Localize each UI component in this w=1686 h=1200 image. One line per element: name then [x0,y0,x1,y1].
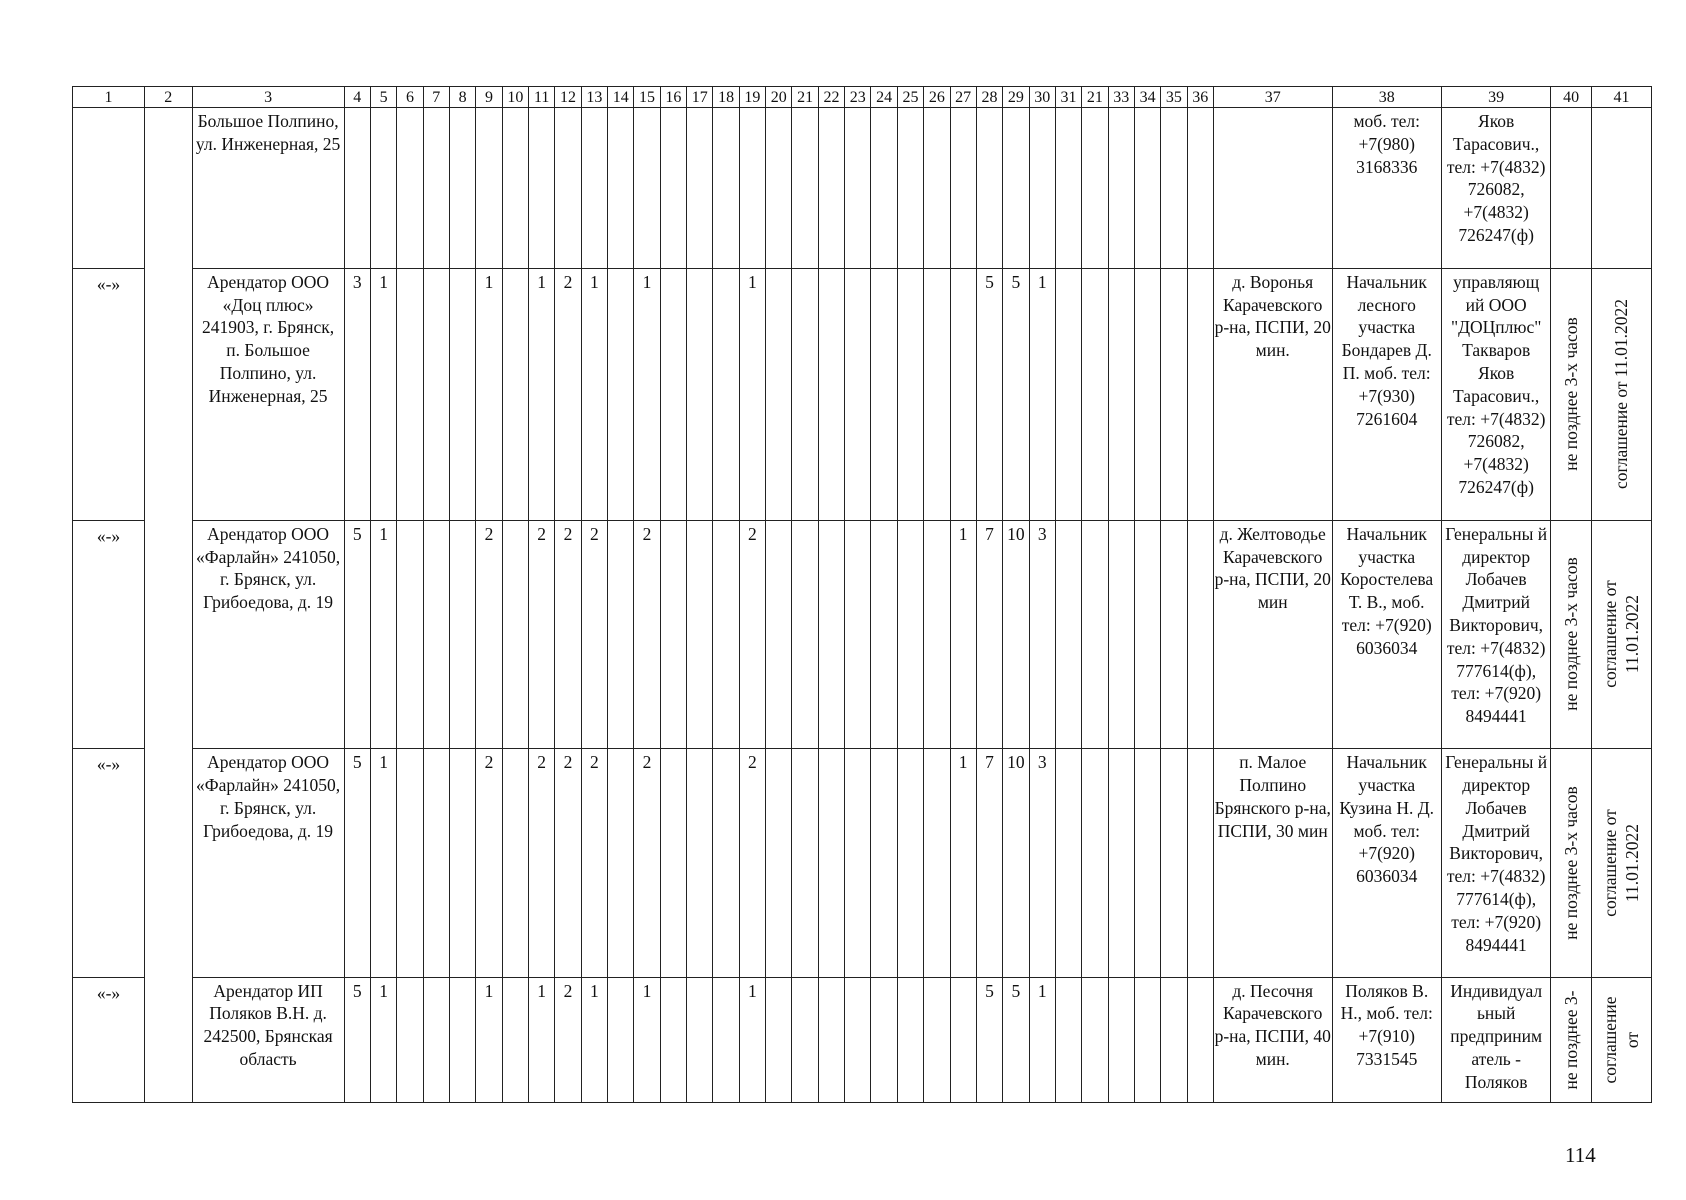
numeric-cell [1134,977,1160,1102]
numeric-cell [845,268,871,520]
location-cell: д. Воронья Карачевского р-на, ПСПИ, 20 мин. [1213,268,1332,520]
numeric-cell [897,977,923,1102]
numeric-cell [845,977,871,1102]
numeric-cell [660,520,686,748]
contact-cell: моб. тел: +7(980) 3168336 [1332,108,1441,269]
deadline-cell [1551,977,1592,1102]
numeric-cell: 1 [529,977,555,1102]
row-marker: «-» [73,977,145,1102]
numeric-cell [1108,749,1134,977]
numeric-cell: 1 [529,268,555,520]
numeric-cell: 3 [1029,749,1055,977]
agreement-cell [1591,520,1651,748]
row-marker: «-» [73,749,145,977]
numeric-cell [1055,520,1081,748]
deadline-cell [1551,108,1592,269]
agreement-text [1599,809,1643,917]
table-row [73,520,1652,748]
numeric-cell [818,977,844,1102]
numeric-cell: 1 [476,268,502,520]
numeric-cell [871,520,897,748]
deadline-text: не позднее 3-х часов [1561,786,1582,940]
column-number: 27 [950,87,976,108]
numeric-cell [845,749,871,977]
numeric-cell [1003,108,1029,269]
contact-cell: Начальник лесного участка Бондарев Д. П. моб. тел: +7(930) 7261604 [1332,268,1441,520]
column-number: 21 [1082,87,1108,108]
location-cell: д. Песочня Карачевского р-на, ПСПИ, 40 мин. [1213,977,1332,1102]
numeric-cell [792,977,818,1102]
numeric-cell: 1 [1029,977,1055,1102]
numeric-cell [1108,108,1134,269]
numeric-cell: 1 [581,977,607,1102]
numeric-cell [397,749,423,977]
director-cell: Генеральны й директор Лобачев Дмитрий Викторович, тел: +7(4832) 777614(ф), тел: +7(920) 8494441 [1441,520,1550,748]
numeric-cell [845,108,871,269]
numeric-cell [766,268,792,520]
numeric-cell [871,108,897,269]
numeric-cell [1187,268,1213,520]
numeric-cell [1187,520,1213,748]
agreement-text-line: 11.01.2022 [1622,595,1643,674]
column-number: 3 [192,87,344,108]
numeric-cell [397,108,423,269]
numeric-cell: 1 [950,749,976,977]
numeric-cell [687,108,713,269]
numeric-cell [713,749,739,977]
deadline-text: не позднее 3-х часов [1561,557,1582,712]
column-number: 12 [555,87,581,108]
agreement-text-line: от [1622,1031,1643,1048]
numeric-cell [634,108,660,269]
numeric-cell: 2 [555,520,581,748]
numeric-cell [766,749,792,977]
column-number: 7 [423,87,449,108]
numeric-cell: 1 [370,520,396,748]
numeric-cell [766,520,792,748]
numeric-cell [897,268,923,520]
numeric-cell [423,108,449,269]
numeric-cell: 3 [344,268,370,520]
numeric-cell [687,520,713,748]
numeric-cell: 1 [739,268,765,520]
numeric-cell: 1 [581,268,607,520]
numeric-cell [449,977,475,1102]
tenant-cell: Арендатор ООО «Фарлайн» 241050, г. Брянск, ул. Грибоедова, д. 19 [192,749,344,977]
director-cell: Яков Тарасович., тел: +7(4832) 726082, +7(4832) 726247(ф) [1441,108,1550,269]
numeric-cell: 2 [555,977,581,1102]
column-number: 29 [1003,87,1029,108]
contact-cell: Поляков В. Н., моб. тел: +7(910) 7331545 [1332,977,1441,1102]
numeric-cell [1187,749,1213,977]
numeric-cell [1187,977,1213,1102]
numeric-cell [1029,108,1055,269]
numeric-cell: 1 [950,520,976,748]
location-cell [1213,108,1332,269]
column-number: 39 [1441,87,1550,108]
row-marker [73,108,145,269]
numeric-cell [660,268,686,520]
numeric-cell [871,977,897,1102]
agreement-text-line: 11.01.2022 [1622,823,1643,902]
numeric-cell: 1 [370,268,396,520]
table-row [73,749,1652,977]
column-number: 9 [476,87,502,108]
numeric-cell [687,977,713,1102]
column-number: 26 [924,87,950,108]
numeric-cell [687,268,713,520]
numeric-cell [766,977,792,1102]
numeric-cell [792,268,818,520]
column-number: 28 [976,87,1002,108]
numeric-cell [818,108,844,269]
column-number: 21 [792,87,818,108]
numeric-cell [423,520,449,748]
deadline-cell [1551,268,1592,520]
numeric-cell [924,749,950,977]
numeric-cell [608,268,634,520]
numeric-cell: 5 [1003,977,1029,1102]
column-number: 36 [1187,87,1213,108]
numeric-cell [370,108,396,269]
numeric-cell: 2 [555,268,581,520]
row-marker: «-» [73,520,145,748]
contact-cell: Начальник участка Коростелева Т. В., моб. тел: +7(920) 6036034 [1332,520,1441,748]
numeric-cell [713,520,739,748]
row-marker: «-» [73,268,145,520]
column-number: 4 [344,87,370,108]
numeric-cell [1108,520,1134,748]
column-number: 8 [449,87,475,108]
table-row [73,977,1652,1102]
numeric-cell [1055,268,1081,520]
numeric-cell: 2 [529,520,555,748]
table-row [73,108,1652,269]
numeric-cell [476,108,502,269]
numeric-cell: 5 [976,268,1002,520]
numeric-cell [1082,520,1108,748]
numeric-cell: 2 [555,749,581,977]
numeric-cell: 2 [476,520,502,748]
numeric-cell [713,268,739,520]
numeric-cell [581,108,607,269]
numeric-cell: 10 [1003,749,1029,977]
contact-cell: Начальник участка Кузина Н. Д. моб. тел: +7(920) 6036034 [1332,749,1441,977]
deadline-cell [1551,520,1592,748]
table-body [73,108,1652,1103]
numeric-cell: 1 [1029,268,1055,520]
document-table [72,86,1652,1103]
numeric-cell [449,520,475,748]
numeric-cell [1082,749,1108,977]
agreement-text [1599,996,1643,1083]
numeric-cell: 1 [634,268,660,520]
column-number: 19 [739,87,765,108]
tenant-cell: Арендатор ООО «Доц плюс» 241903, г. Брянск, п. Большое Полпино, ул. Инженерная, 25 [192,268,344,520]
numeric-cell: 1 [476,977,502,1102]
numeric-cell [1134,749,1160,977]
numeric-cell [687,749,713,977]
numeric-cell [818,749,844,977]
numeric-cell [1134,520,1160,748]
numeric-cell [397,268,423,520]
numeric-cell: 3 [1029,520,1055,748]
column-number: 40 [1551,87,1592,108]
numeric-cell [950,977,976,1102]
agreement-cell [1591,268,1651,520]
numeric-cell [950,108,976,269]
column-number: 17 [687,87,713,108]
column-number-row [73,87,1652,108]
numeric-cell [449,268,475,520]
numeric-cell: 2 [634,749,660,977]
table-row [73,268,1652,520]
numeric-cell [792,108,818,269]
director-cell: Индивидуал ьный предприним атель - Поляков [1441,977,1550,1102]
column-number: 11 [529,87,555,108]
column-number: 15 [634,87,660,108]
column-number: 34 [1134,87,1160,108]
numeric-cell [449,749,475,977]
numeric-cell: 10 [1003,520,1029,748]
numeric-cell [1161,268,1187,520]
numeric-cell [1134,268,1160,520]
numeric-cell [1055,108,1081,269]
agreement-text-line: соглашение от [1600,580,1621,689]
numeric-cell [608,108,634,269]
numeric-cell: 2 [581,520,607,748]
agreement-cell [1591,749,1651,977]
deadline-cell [1551,749,1592,977]
deadline-text: не позднее 3-х часов [1561,317,1582,472]
column-number: 25 [897,87,923,108]
numeric-cell [1055,749,1081,977]
numeric-cell [555,108,581,269]
numeric-cell [1055,977,1081,1102]
column-number: 31 [1055,87,1081,108]
numeric-cell [1187,108,1213,269]
numeric-cell [1134,108,1160,269]
numeric-cell [608,520,634,748]
numeric-cell: 1 [370,749,396,977]
numeric-cell [660,749,686,977]
numeric-cell [529,108,555,269]
numeric-cell [502,108,528,269]
numeric-cell: 2 [634,520,660,748]
tenant-cell: Арендатор ИП Поляков В.Н. д. 242500, Брянская область [192,977,344,1102]
numeric-cell [397,520,423,748]
column-number: 38 [1332,87,1441,108]
numeric-cell: 7 [976,749,1002,977]
numeric-cell: 2 [739,520,765,748]
numeric-cell [897,108,923,269]
column-number: 22 [818,87,844,108]
column-number: 37 [1213,87,1332,108]
column-number: 10 [502,87,528,108]
numeric-cell [897,749,923,977]
column-number: 16 [660,87,686,108]
tenant-cell: Большое Полпино, ул. Инженерная, 25 [192,108,344,269]
agreement-cell [1591,108,1651,269]
numeric-cell [344,108,370,269]
agreement-text-line: соглашение [1600,996,1621,1084]
numeric-cell [897,520,923,748]
numeric-cell [871,268,897,520]
numeric-cell [713,108,739,269]
numeric-cell: 5 [976,977,1002,1102]
numeric-cell [924,977,950,1102]
column-number: 5 [370,87,396,108]
column-number: 24 [871,87,897,108]
numeric-cell: 2 [476,749,502,977]
numeric-cell: 7 [976,520,1002,748]
numeric-cell [502,268,528,520]
numeric-cell [423,749,449,977]
numeric-cell [792,520,818,748]
column-number: 41 [1591,87,1651,108]
agreement-text: соглашение от 11.01.2022 [1611,299,1632,490]
numeric-cell [660,108,686,269]
numeric-cell: 2 [581,749,607,977]
numeric-cell: 1 [370,977,396,1102]
column-number: 30 [1029,87,1055,108]
numeric-cell [660,977,686,1102]
column-number: 35 [1161,87,1187,108]
numeric-cell [502,977,528,1102]
numeric-cell: 1 [739,977,765,1102]
numeric-cell [871,749,897,977]
numeric-cell [924,520,950,748]
numeric-cell [1108,977,1134,1102]
numeric-cell [924,268,950,520]
numeric-cell [1108,268,1134,520]
column-number: 33 [1108,87,1134,108]
director-cell: управляющ ий ООО "ДОЦплюс" Такваров Яков Тарасович., тел: +7(4832) 726082, +7(4832) 726247(ф) [1441,268,1550,520]
agreement-text [1599,581,1643,689]
numeric-cell [1161,520,1187,748]
numeric-cell [423,977,449,1102]
agreement-text-line: соглашение от [1600,809,1621,917]
director-cell: Генеральны й директор Лобачев Дмитрий Викторович, тел: +7(4832) 777614(ф), тел: +7(920) 8494441 [1441,749,1550,977]
numeric-cell [1082,108,1108,269]
numeric-cell [792,749,818,977]
column-number: 13 [581,87,607,108]
numeric-cell: 5 [344,749,370,977]
location-cell: д. Желтоводье Карачевского р-на, ПСПИ, 20 мин [1213,520,1332,748]
deadline-text: не позднее 3- [1561,990,1582,1090]
column-number: 1 [73,87,145,108]
tenant-cell: Арендатор ООО «Фарлайн» 241050, г. Брянск, ул. Грибоедова, д. 19 [192,520,344,748]
numeric-cell [976,108,1002,269]
numeric-cell [845,520,871,748]
numeric-cell [818,268,844,520]
page-number: 114 [1565,1143,1596,1167]
numeric-cell [502,749,528,977]
numeric-cell [608,977,634,1102]
numeric-cell [924,108,950,269]
column-number: 20 [766,87,792,108]
numeric-cell [1082,977,1108,1102]
numeric-cell [423,268,449,520]
numeric-cell: 5 [344,520,370,748]
numeric-cell: 5 [1003,268,1029,520]
numeric-cell: 1 [634,977,660,1102]
numeric-cell [1161,749,1187,977]
numeric-cell: 5 [344,977,370,1102]
numeric-cell: 2 [529,749,555,977]
numeric-cell [818,520,844,748]
numeric-cell [1082,268,1108,520]
column-number: 23 [845,87,871,108]
numeric-cell [1161,977,1187,1102]
numeric-cell: 2 [739,749,765,977]
numeric-cell [739,108,765,269]
column-number: 2 [144,87,192,108]
numeric-cell [1161,108,1187,269]
numeric-cell [608,749,634,977]
column-number: 18 [713,87,739,108]
numeric-cell [397,977,423,1102]
agreement-cell [1591,977,1651,1102]
column-2-cell [144,108,192,1103]
column-number: 6 [397,87,423,108]
numeric-cell [950,268,976,520]
column-number: 14 [608,87,634,108]
location-cell: п. Малое Полпино Брянского р-на, ПСПИ, 30 мин [1213,749,1332,977]
numeric-cell [713,977,739,1102]
numeric-cell [502,520,528,748]
numeric-cell [449,108,475,269]
numeric-cell [766,108,792,269]
